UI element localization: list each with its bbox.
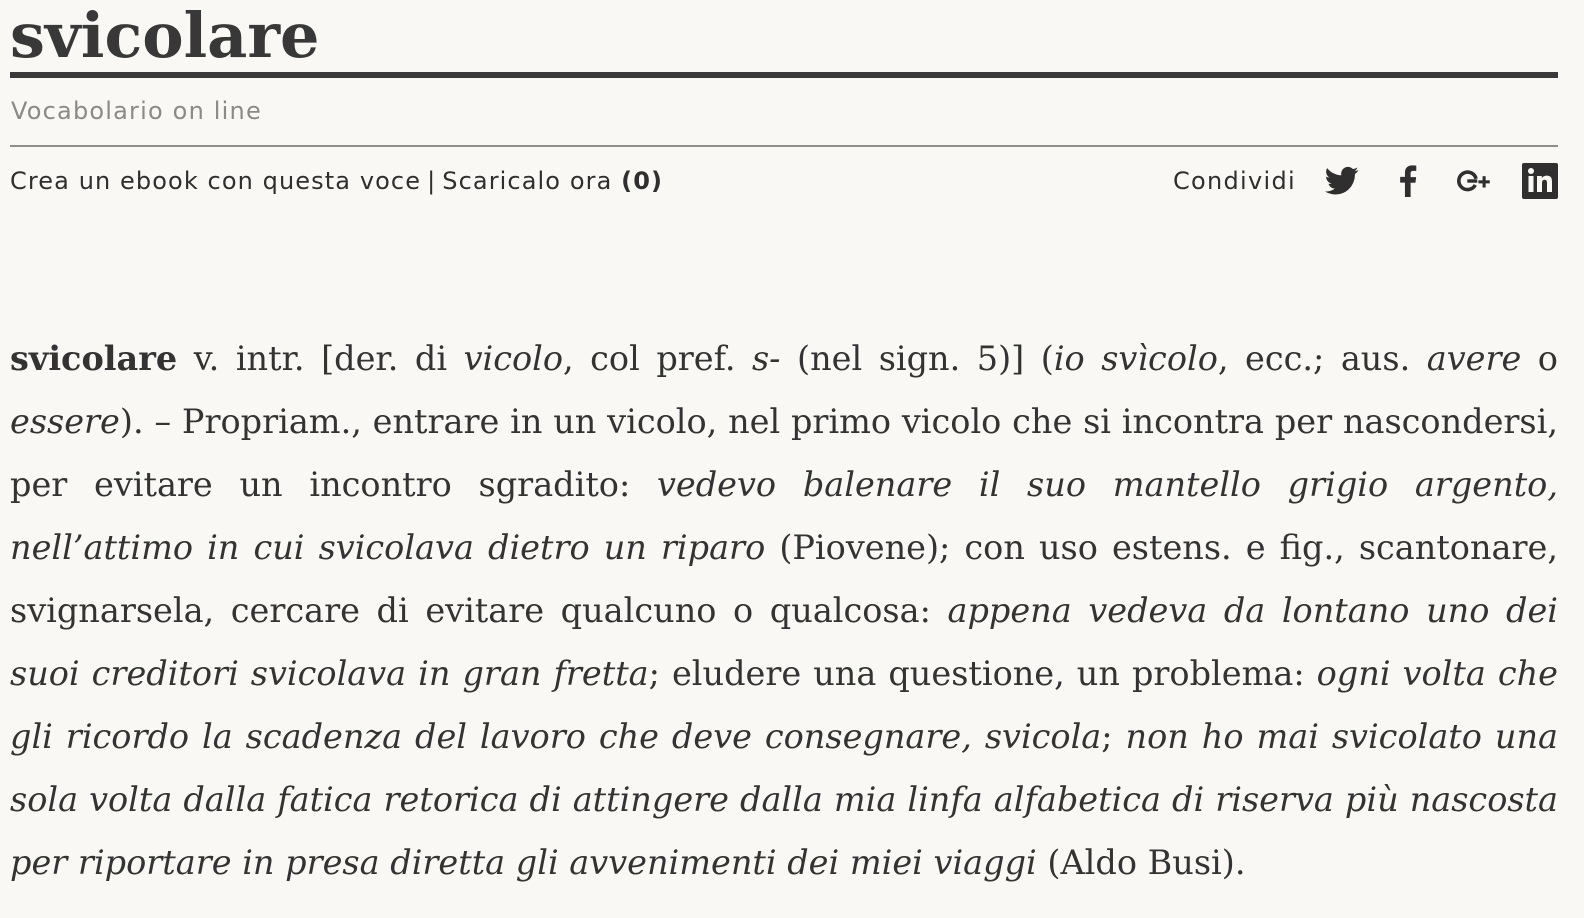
definition-segment: , ecc.; aus. (1217, 339, 1427, 378)
ebook-actions (10, 163, 663, 199)
definition-segment: ). – Propriam., entrare in un vicolo, nel primo vicolo che si incontra per nascondersi, per evitare un incontro sgradito: (10, 402, 1558, 504)
title-divider (10, 72, 1558, 78)
example-quote: non ho mai svicolato una sola volta dalla fatica retorica di attingere dalla mia linfa alfabetica di riserva più nascosta per riportare in presa diretta gli avvenimenti dei miei viaggi (10, 717, 1558, 882)
share-bar (1173, 163, 1558, 199)
definition-segment: (Aldo Busi). (1036, 843, 1246, 882)
definition-text (10, 327, 1558, 894)
auxiliary-term: essere (10, 402, 120, 441)
example-quote: appena vedeva da lontano uno dei suoi creditori svicolava in gran fretta (10, 591, 1558, 693)
ebook-count: (0) (621, 167, 664, 195)
definition-segment: o (1521, 339, 1558, 378)
headword: svicolare (10, 339, 178, 378)
toolbar-separator: | (427, 167, 437, 195)
definition-segment: , col pref. (563, 339, 752, 378)
share-label: Condividi (1172, 167, 1296, 195)
section-divider (10, 145, 1558, 147)
etymology-term: vicolo (463, 339, 564, 378)
facebook-icon[interactable] (1390, 163, 1426, 199)
google-plus-icon[interactable] (1456, 163, 1492, 199)
toolbar (10, 163, 1558, 203)
definition-segment: (Piovene); con uso estens. e fig., scantonare, svignarsela, cercare di evitare qualcuno o qualcosa: (10, 528, 1558, 630)
definition-segment: ; eludere una questione, un problema: (648, 654, 1317, 693)
auxiliary-term: avere (1426, 339, 1522, 378)
example-quote: vedevo balenare il suo mantello grigio argento, nell’attimo in cui svicolava dietro un riparo (10, 465, 1558, 567)
linkedin-icon[interactable] (1522, 163, 1558, 199)
twitter-icon[interactable] (1324, 163, 1360, 199)
example-quote: ogni volta che gli ricordo la scadenza del lavoro che deve consegnare, svicola (10, 654, 1558, 756)
definition-segment: (nel sign. 5)] ( (780, 339, 1054, 378)
conjugation-form: io svìcolo (1053, 339, 1218, 378)
source-label: Vocabolario on line (11, 97, 262, 125)
prefix-term: s- (751, 339, 781, 378)
create-ebook-link[interactable]: Crea un ebook con questa voce (10, 167, 422, 195)
page-title: svicolare (10, 0, 320, 72)
download-label: Scaricalo ora (442, 167, 613, 195)
definition-segment: v. intr. [der. di (177, 339, 464, 378)
download-now-link[interactable] (442, 167, 663, 195)
definition-segment: ; (1101, 717, 1126, 756)
